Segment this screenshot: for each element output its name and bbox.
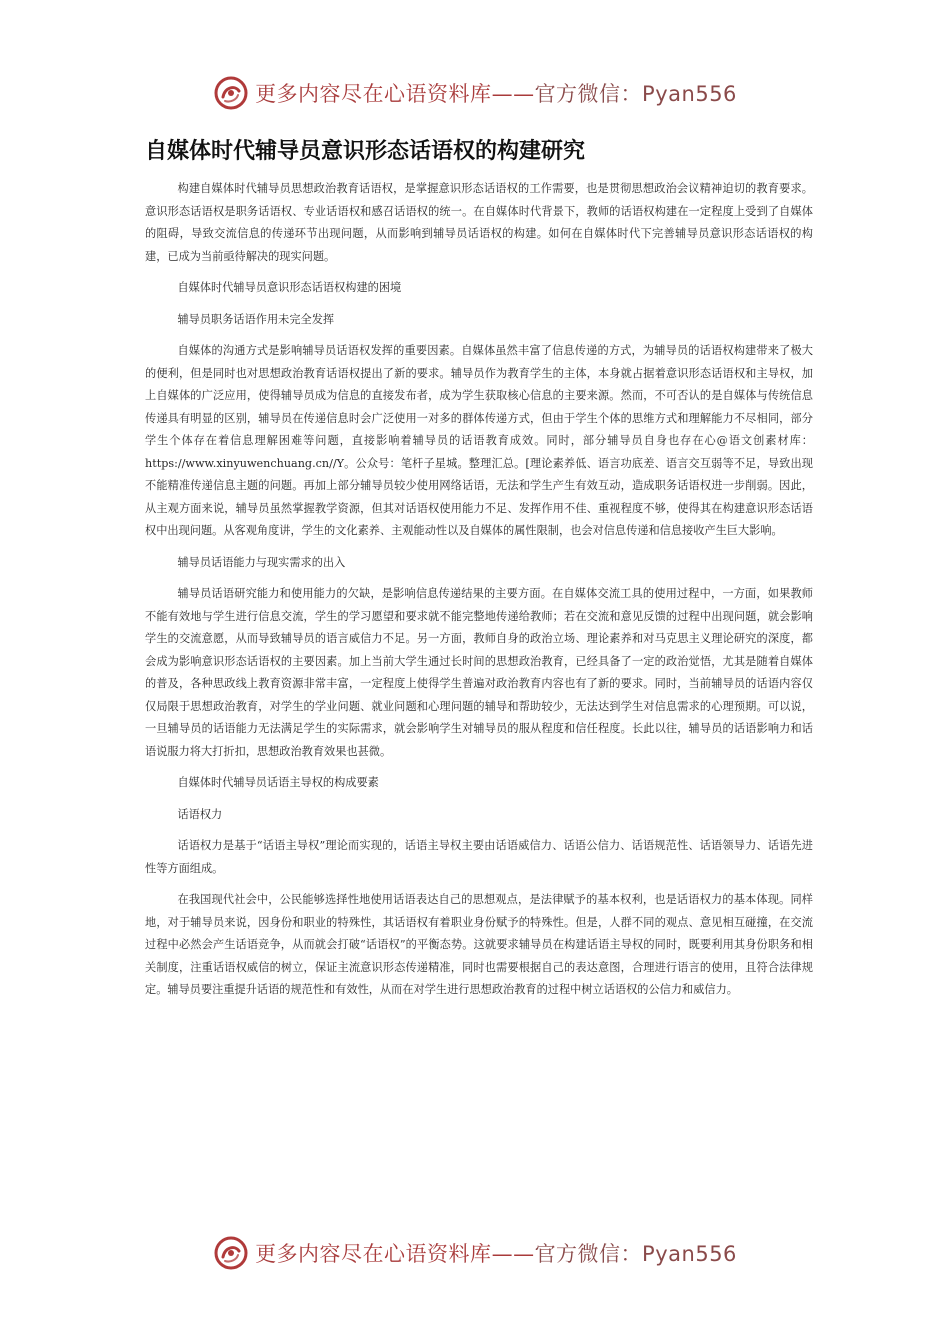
banner-text — [255, 78, 737, 108]
top-banner — [0, 68, 950, 118]
bottom-banner — [0, 1228, 950, 1278]
subsection-heading-discourse-power: 话语权力 — [177, 807, 223, 821]
paragraph-intro: 构建自媒体时代辅导员思想政治教育话语权，是掌握意识形态话语权的工作需要，也是贯彻思想政治会议精神迫切的教育要求。意识形态话语权是职务话语权、专业话语权和感召话语权的统一。在自媒体时代背景下，教师的话语权构建在一定程度上受到了自媒体的阻碍，导致交流信息的传递环节出现问题，从而影响到辅导员话语权的构建。如何在自媒体时代下完善辅导员意识形态话语权的构建，已成为当前亟待解决的现实问题。 — [145, 182, 813, 263]
banner-wechat-text: 官方微信：Pyan556 — [534, 82, 737, 106]
subsection-heading-ability-gap: 辅导员话语能力与现实需求的出入 — [177, 555, 346, 569]
swirl-logo-icon — [213, 75, 249, 111]
paragraph-modern-society: 在我国现代社会中，公民能够选择性地使用话语表达自己的思想观点，是法律赋予的基本权利，也是话语权力的基本体现。同样地，对于辅导员来说，因身份和职业的特殊性，其话语权有着职业身份赋予的特殊性。但是，人群不同的观点、意见相互碰撞，在交流过程中必然会产生话语竞争，从而就会打破“话语权”的平衡态势。这就要求辅导员在构建话语主导权的同时，既要利用其身份职务和相关制度，注重话语权威信的树立，保证主流意识形态传递精准，同时也需要根据自己的表达意图，合理进行语言的使用，且符合法律规定。辅导员要注重提升话语的规范性和有效性，从而在对学生进行思想政治教育的过程中树立话语权的公信力和威信力。 — [145, 893, 813, 996]
banner-text — [255, 1238, 737, 1268]
banner-main-text: 更多内容尽在心语资料库 — [255, 82, 492, 106]
paragraph-discourse-power: 话语权力是基于“话语主导权”理论而实现的，话语主导权主要由话语威信力、话语公信力、话语规范性、话语领导力、话语先进性等方面组成。 — [145, 839, 813, 875]
article-body — [145, 178, 813, 1011]
banner-separator: —— — [491, 82, 535, 106]
page-title: 自媒体时代辅导员意识形态话语权的构建研究 — [145, 139, 586, 164]
paragraph-duty-discourse: 自媒体的沟通方式是影响辅导员话语权发挥的重要因素。自媒体虽然丰富了信息传递的方式，为辅导员的话语权构建带来了极大的便利，但是同时也对思想政治教育话语权提出了新的要求。辅导员作为教育学生的主体，本身就占据着意识形态话语权和主导权，加上自媒体的广泛应用，使得辅导员成为信息的直接发布者，成为学生获取核心信息的主要来源。然而，不可否认的是自媒体与传统信息传递具有明显的区别，辅导员在传递信息时会广泛使用一对多的群体传递方式，但由于学生个体的思维方式和理解能力不尽相同，部分学生个体存在着信息理解困难等问题，直接影响着辅导员的话语教育成效。同时，部分辅导员自身也存在心@语文创素材库：https://www.xinyuwenchuang.cn//Y。公众号：笔杆子星城。整理汇总。[理论素养低、语言功底差、语言交互弱等不足，导致出现不能精准传递信息主题的问题。再加上部分辅导员较少使用网络话语，无法和学生产生有效互动，造成职务话语权进一步削弱。因此，从主观方面来说，辅导员虽然掌握教学资源，但其对话语权使用能力不足、发挥作用不佳、重视程度不够，使得其在构建意识形态话语权中出现问题。从客观角度讲，学生的文化素养、主观能动性以及自媒体的属性限制，也会对信息传递和信息接收产生巨大影响。 — [145, 344, 813, 537]
section-heading-elements: 自媒体时代辅导员话语主导权的构成要素 — [177, 776, 379, 789]
subsection-heading-duty-discourse: 辅导员职务话语作用未完全发挥 — [177, 312, 335, 326]
banner-wechat-text: 官方微信：Pyan556 — [534, 1242, 737, 1266]
section-heading-dilemma: 自媒体时代辅导员意识形态话语权构建的困境 — [177, 281, 402, 294]
banner-main-text: 更多内容尽在心语资料库 — [255, 1242, 492, 1266]
banner-separator: —— — [491, 1242, 535, 1266]
paragraph-ability-gap: 辅导员话语研究能力和使用能力的欠缺，是影响信息传递结果的主要方面。在自媒体交流工具的使用过程中，一方面，如果教师不能有效地与学生进行信息交流，学生的学习愿望和要求就不能完整地传递给教师；若在交流和意见反馈的过程中出现问题，就会影响学生的交流意愿，从而导致辅导员的语言威信力不足。另一方面，教师自身的政治立场、理论素养和对马克思主义理论研究的深度，都会成为影响意识形态话语权的主要因素。加上当前大学生通过长时间的思想政治教育，已经具备了一定的政治觉悟，尤其是随着自媒体的普及，各种思政线上教育资源非常丰富，一定程度上使得学生普遍对政治教育内容也有了新的要求。同时，当前辅导员的话语内容仅仅局限于思想政治教育，对学生的学业问题、就业问题和心理问题的辅导和帮助较少，无法达到学生对信息需求的心理预期。可以说，一旦辅导员的话语能力无法满足学生的实际需求，就会影响学生对辅导员的服从程度和信任程度。长此以往，辅导员的话语影响力和话语说服力将大打折扣，思想政治教育效果也甚微。 — [145, 587, 813, 758]
swirl-logo-icon — [213, 1235, 249, 1271]
